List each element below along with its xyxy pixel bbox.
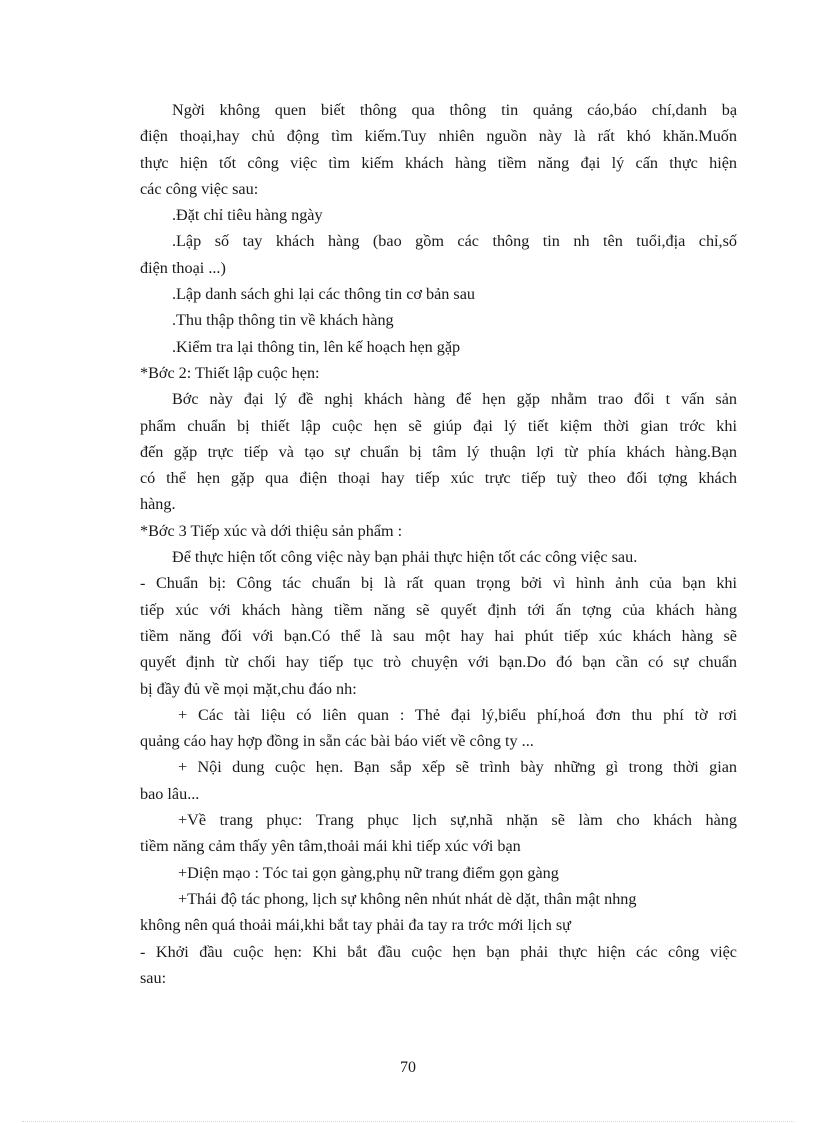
- section-heading: *Bớc 3 Tiếp xúc và dới thiệu sản phẩm :: [140, 521, 403, 540]
- list-item: .Thu thập thông tin về khách hàng: [172, 311, 394, 330]
- text-line: bị đầy đủ về mọi mặt,chu đáo nh:: [140, 679, 357, 698]
- text-line: Để thực hiện tốt công việc này bạn phải thực hiện tốt các công việc sau.: [172, 548, 638, 567]
- text-line: tiềm năng đối với bạn.Có thể là sau một hay hai phút tiếp xúc khách hàng sẽ: [140, 626, 737, 645]
- text-line: phẩm chuẩn bị thiết lập cuộc hẹn sẽ giúp đại lý tiết kiệm thời gian trớc khi: [140, 416, 737, 435]
- text-line: điện thoại ...): [140, 258, 226, 277]
- text-line: có thể hẹn gặp qua điện thoại hay tiếp xúc trực tiếp tuỳ theo đối tợng khách: [140, 469, 737, 488]
- text-line: Bớc này đại lý đề nghị khách hàng để hẹn gặp nhằm trao đổi t vấn sản: [172, 390, 737, 409]
- text-line: hàng.: [140, 495, 176, 514]
- list-item: +Diện mạo : Tóc tai gọn gàng,phụ nữ trang điểm gọn gàng: [178, 863, 559, 882]
- list-item: .Lập danh sách ghi lại các thông tin cơ bản sau: [172, 285, 475, 304]
- list-item: + Các tài liệu có liên quan : Thẻ đại lý,biểu phí,hoá đơn thu phí tờ rơi: [178, 705, 737, 724]
- text-line: điện thoại,hay chủ động tìm kiếm.Tuy nhiên nguồn này là rất khó khăn.Muốn: [140, 127, 737, 146]
- section-heading: *Bớc 2: Thiết lập cuộc hẹn:: [140, 363, 320, 382]
- text-line: - Khởi đầu cuộc hẹn: Khi bắt đầu cuộc hẹn bạn phải thực hiện các công việc: [140, 942, 737, 961]
- list-item: +Về trang phục: Trang phục lịch sự,nhã nhặn sẽ làm cho khách hàng: [178, 811, 737, 830]
- list-item: .Đặt chỉ tiêu hàng ngày: [172, 206, 323, 225]
- text-line: tiềm năng cảm thấy yên tâm,thoải mái khi tiếp xúc với bạn: [140, 837, 521, 856]
- list-item: .Lập số tay khách hàng (bao gồm các thông tin nh tên tuổi,địa chỉ,số: [172, 232, 737, 251]
- page-number: 70: [400, 1059, 416, 1076]
- text-line: bao lâu...: [140, 784, 200, 803]
- text-line: thực hiện tốt công việc tìm kiếm khách hàng tiềm năng đại lý cấn thực hiện: [140, 153, 737, 172]
- document-body: [140, 97, 737, 991]
- text-line: đến gặp trực tiếp và tạo sự chuẩn bị tâm lý thuận lợi từ phía khách hàng.Bạn: [140, 442, 737, 461]
- text-line: tiếp xúc với khách hàng tiềm năng sẽ quyết định tới ấn tợng của khách hàng: [140, 600, 737, 619]
- text-line: quyết định từ chối hay tiếp tục trò chuyện với bạn.Do đó bạn cần có sự chuẩn: [140, 653, 737, 672]
- text-line: các công việc sau:: [140, 179, 259, 198]
- text-line: sau:: [140, 968, 167, 987]
- list-item: +Thái độ tác phong, lịch sự không nên nhút nhát dè dặt, thân mật nhng: [178, 889, 637, 908]
- page-bottom-rule: [22, 1121, 794, 1122]
- list-item: + Nội dung cuộc hẹn. Bạn sắp xếp sẽ trình bày những gì trong thời gian: [178, 758, 737, 777]
- text-line: quảng cáo hay hợp đồng in sẵn các bài báo viết về công ty ...: [140, 732, 534, 751]
- list-item: .Kiểm tra lại thông tin, lên kế hoạch hẹn gặp: [172, 337, 461, 356]
- text-line: - Chuẩn bị: Công tác chuẩn bị là rất quan trọng bởi vì hình ảnh của bạn khi: [140, 574, 737, 593]
- text-line: không nên quá thoải mái,khi bắt tay phải đa tay ra trớc mới lịch sự: [140, 916, 571, 935]
- text-line: Ngời không quen biết thông qua thông tin quảng cáo,báo chí,danh bạ: [172, 101, 737, 119]
